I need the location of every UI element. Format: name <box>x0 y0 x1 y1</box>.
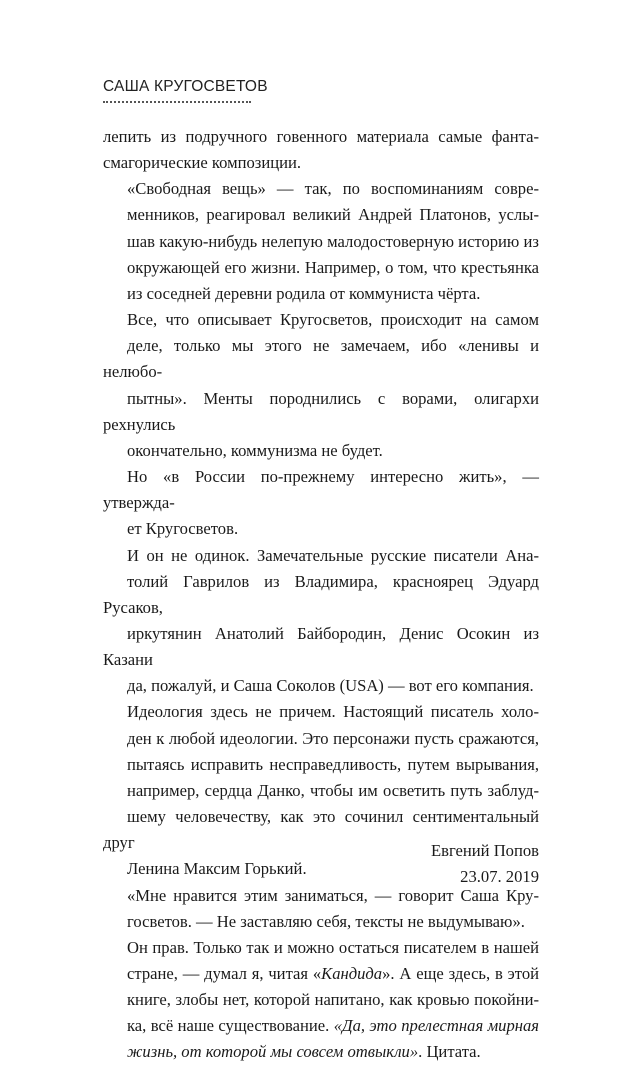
running-title: САША КРУГОСВЕТОВ <box>103 78 268 95</box>
paragraph <box>103 543 539 700</box>
italic-book-title: Кандида <box>321 964 383 983</box>
text-line: шему человечеству, как это сочинил сентиментальный друг <box>103 807 539 853</box>
italic-quote: жизнь, от которой мы совсем отвыкли» <box>127 1042 419 1062</box>
italic-quote: «Да, это прелестная мирная <box>333 1016 539 1036</box>
text-run: ». А еще здесь, в этой <box>382 964 540 983</box>
text-line: шав какую-нибудь нелепую малодостоверную историю из <box>127 231 539 251</box>
header-dotted-rule <box>103 101 251 103</box>
paragraph-container <box>103 124 539 935</box>
paragraph <box>103 883 539 935</box>
text-line: да, пожалуй, и Саша Соколов (USA) — вот его компания. <box>127 676 534 696</box>
text-line: толий Гаврилов из Владимира, красноярец Эдуард Русаков, <box>103 571 539 617</box>
text-line: лепить из подручного говенного материала самые фанта- <box>103 127 539 146</box>
text-line: смагорические композиции. <box>103 153 302 173</box>
paragraph-final <box>103 935 539 1066</box>
text-line <box>103 961 539 987</box>
text-line: «Свободная вещь» — так, по воспоминаниям совре- <box>127 179 539 199</box>
text-run: стране, — думал я, читая « <box>127 964 322 983</box>
paragraph <box>103 176 539 307</box>
text-line: из соседней деревни родила от коммуниста чёрта. <box>127 283 481 303</box>
paragraph <box>103 464 539 542</box>
signature-date: 23.07. 2019 <box>460 867 539 886</box>
text-run: Он прав. Только так и можно остаться писателем в нашей <box>127 937 539 957</box>
text-line: ет Кругосветов. <box>127 519 239 539</box>
text-line: Ленина Максим Горький. <box>127 859 307 879</box>
text-line <box>103 935 539 961</box>
text-line <box>103 987 539 1013</box>
text-line <box>103 1013 539 1039</box>
text-line: И он не одинок. Замечательные русские писатели Ана- <box>127 545 539 565</box>
text-line: окончательно, коммунизма не будет. <box>127 440 383 460</box>
text-line: ден к любой идеологии. Это персонажи пусть сражаются, <box>127 728 539 748</box>
author-name: Евгений Попов <box>430 841 539 860</box>
text-line: Но «в России по-прежнему интересно жить», — утвержда- <box>103 467 539 513</box>
text-line: госветов. — Не заставляю себя, тексты не выдумываю». <box>127 911 525 931</box>
text-line: деле, только мы этого не замечаем, ибо «ленивы и нелюбо- <box>103 336 539 382</box>
text-line: окружающей его жизни. Например, о том, что крестьянка <box>127 257 539 277</box>
text-run: ка, всё наше существование. <box>127 1016 334 1036</box>
text-line: Все, что описывает Кругосветов, происходит на самом <box>127 310 539 330</box>
signature-block <box>431 838 539 890</box>
text-line: «Мне нравится этим заниматься, — говорит Саша Кру- <box>127 885 539 905</box>
text-run: . Цитата. <box>418 1042 481 1062</box>
text-line: иркутянин Анатолий Байбородин, Денис Осокин из Казани <box>103 623 539 670</box>
text-line <box>103 1039 539 1065</box>
paragraph <box>103 307 539 464</box>
text-line: Идеология здесь не причем. Настоящий писатель холо- <box>127 702 539 722</box>
text-line: пытаясь исправить несправедливость, путем вырывания, <box>127 754 539 774</box>
text-line: например, сердца Данко, чтобы им осветить путь заблуд- <box>127 780 539 800</box>
paragraph <box>103 124 539 176</box>
body-text <box>103 124 539 1066</box>
text-run: книге, злобы нет, которой напитано, как кровью покойни- <box>127 990 539 1010</box>
text-line: пытны». Менты породнились с ворами, олигархи рехнулись <box>103 388 539 434</box>
text-line: менников, реагировал великий Андрей Платонов, услы- <box>127 205 539 225</box>
